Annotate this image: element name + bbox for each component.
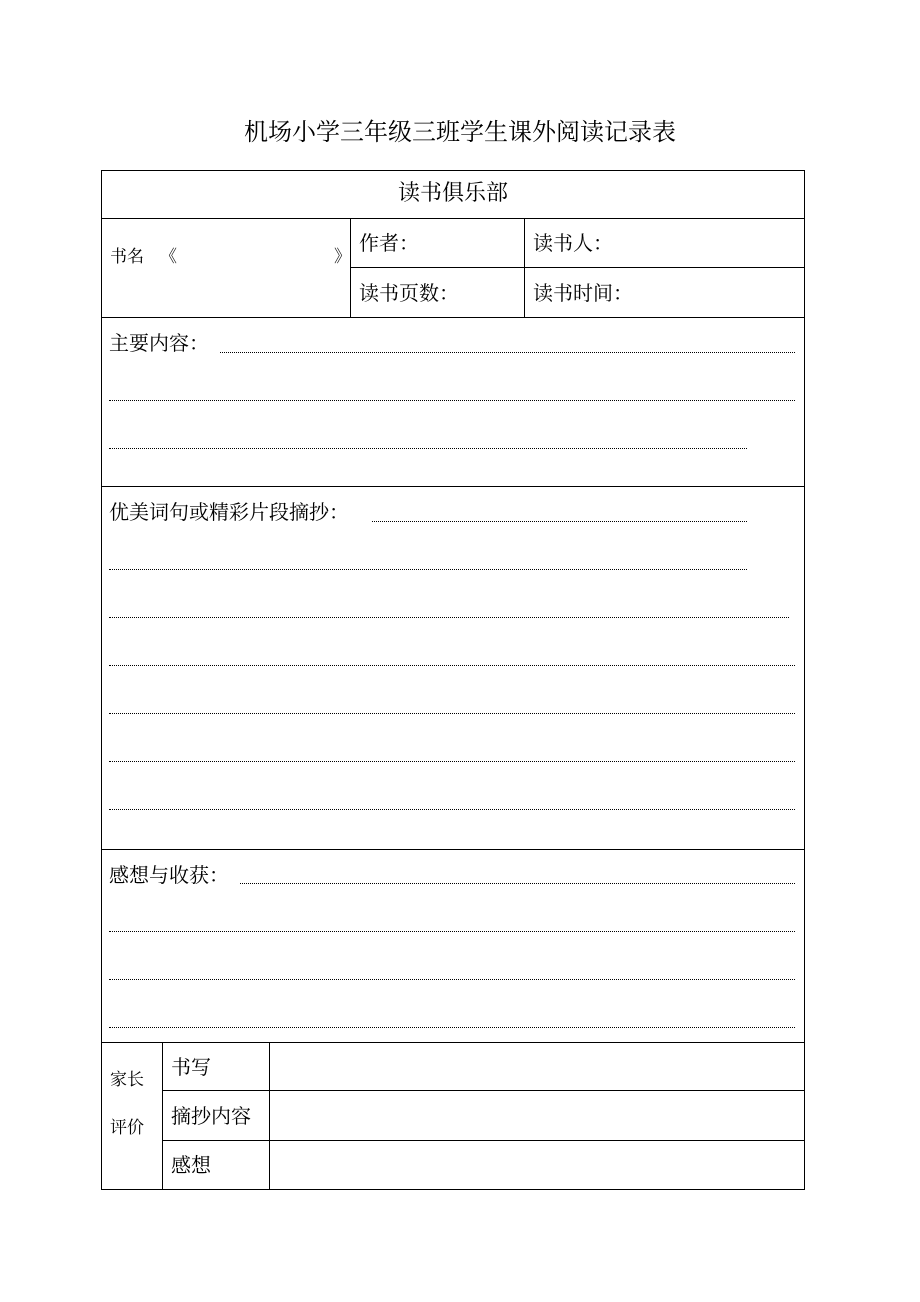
- eval-reflection-field[interactable]: [271, 1142, 803, 1188]
- author-label: 作者：: [359, 231, 419, 255]
- divider: [269, 1042, 270, 1190]
- divider: [350, 267, 805, 268]
- writing-line[interactable]: [240, 883, 795, 884]
- eval-handwriting-field[interactable]: [271, 1044, 803, 1089]
- divider: [524, 218, 525, 318]
- writing-line[interactable]: [109, 1027, 795, 1028]
- eval-row-excerpt-label: 摘抄内容: [171, 1104, 251, 1128]
- excerpts-label: 优美词句或精彩片段摘抄：: [109, 500, 349, 524]
- writing-line[interactable]: [109, 931, 795, 932]
- eval-row-handwriting-label: 书写: [171, 1055, 211, 1079]
- parent-eval-label: 家长: [110, 1070, 144, 1090]
- writing-line[interactable]: [109, 448, 747, 449]
- writing-line[interactable]: [109, 809, 795, 810]
- divider: [101, 486, 805, 487]
- writing-line[interactable]: [220, 352, 795, 353]
- book-name-label: 书名: [110, 247, 144, 267]
- divider: [101, 1042, 805, 1043]
- parent-eval-label: 评价: [110, 1118, 144, 1138]
- book-name-close-bracket: 》: [334, 247, 351, 267]
- writing-line[interactable]: [109, 400, 795, 401]
- writing-line[interactable]: [109, 569, 747, 570]
- reflections-label: 感想与收获：: [109, 863, 229, 887]
- divider: [162, 1042, 163, 1190]
- writing-line[interactable]: [109, 665, 795, 666]
- writing-line[interactable]: [109, 617, 789, 618]
- divider: [101, 317, 805, 318]
- writing-line[interactable]: [372, 521, 747, 522]
- writing-line[interactable]: [109, 761, 795, 762]
- reading-time-label: 读书时间：: [533, 281, 633, 305]
- writing-line[interactable]: [109, 713, 795, 714]
- reading-record-form: [101, 170, 805, 1190]
- reader-label: 读书人：: [533, 231, 613, 255]
- divider: [162, 1090, 805, 1091]
- book-name-input[interactable]: [180, 236, 330, 274]
- eval-excerpt-field[interactable]: [271, 1092, 803, 1139]
- divider: [101, 218, 805, 219]
- main-content-label: 主要内容：: [109, 331, 209, 355]
- divider: [101, 849, 805, 850]
- writing-line[interactable]: [109, 979, 795, 980]
- pages-read-label: 读书页数：: [359, 281, 459, 305]
- page-title: 机场小学三年级三班学生课外阅读记录表: [244, 118, 676, 146]
- book-name-open-bracket: 《: [160, 247, 177, 267]
- eval-row-reflection-label: 感想: [171, 1153, 211, 1177]
- club-header: 读书俱乐部: [397, 181, 508, 206]
- divider: [162, 1140, 805, 1141]
